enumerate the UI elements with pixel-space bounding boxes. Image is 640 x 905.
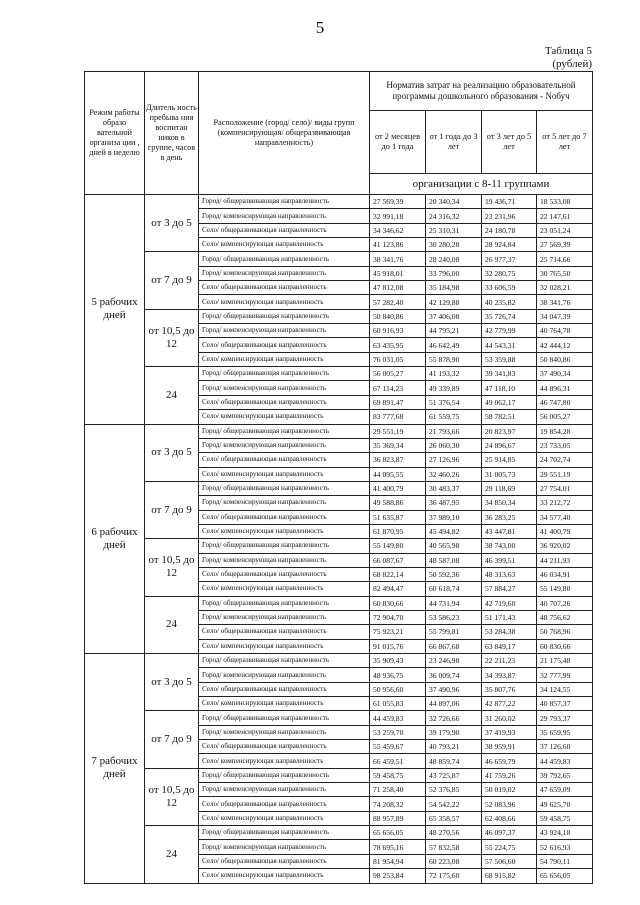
value-cell: 37 406,08 [426,309,482,323]
value-cell: 46 097,37 [482,826,537,840]
cost-norms-table [84,71,593,884]
value-cell: 88 957,89 [370,811,426,825]
value-cell: 71 258,40 [370,783,426,797]
value-cell: 27 126,96 [426,453,482,467]
value-cell: 50 956,60 [370,682,426,696]
value-cell: 48 270,56 [426,826,482,840]
value-cell: 50 768,96 [537,625,593,639]
location-cell: Город/ компенсирующая направленность [199,783,370,797]
location-cell: Село/ общеразвивающая направленность [199,395,370,409]
value-cell: 46 747,80 [537,395,593,409]
value-cell: 44 896,31 [537,381,593,395]
value-cell: 57 832,58 [426,840,482,854]
value-cell: 48 859,74 [426,754,482,768]
value-cell: 57 282,40 [370,295,426,309]
value-cell: 27 569,39 [370,195,426,209]
header-mode: Режим работы образо вательной организа ции , дней в неделю [85,72,145,195]
table-body [85,195,593,884]
value-cell: 29 551,19 [537,467,593,481]
value-cell: 49 625,70 [537,797,593,811]
value-cell: 40 793,21 [426,740,482,754]
value-cell: 32 991,18 [370,209,426,223]
value-cell: 61 055,83 [370,697,426,711]
value-cell: 55 878,90 [426,352,482,366]
value-cell: 36 823,87 [370,453,426,467]
value-cell: 25 310,31 [426,223,482,237]
value-cell: 66 867,68 [426,639,482,653]
table-row [85,539,593,553]
value-cell: 33 212,72 [537,496,593,510]
value-cell: 50 592,36 [426,567,482,581]
value-cell: 32 726,66 [426,711,482,725]
value-cell: 35 659,95 [537,725,593,739]
value-cell: 41 123,86 [370,238,426,252]
value-cell: 51 376,54 [426,395,482,409]
value-cell: 38 341,76 [370,252,426,266]
value-cell: 61 870,95 [370,524,426,538]
location-cell: Город/ общеразвивающая направленность [199,309,370,323]
value-cell: 59 458,75 [537,811,593,825]
location-cell: Село/ общеразвивающая направленность [199,223,370,237]
location-cell: Город/ общеразвивающая направленность [199,367,370,381]
value-cell: 52 376,85 [426,783,482,797]
duration-cell: от 10,5 до 12 [145,539,199,596]
value-cell: 34 393,87 [482,668,537,682]
table-caption [545,45,592,71]
table-row [85,309,593,323]
value-cell: 23 231,96 [482,209,537,223]
location-cell: Город/ компенсирующая направленность [199,324,370,338]
location-cell: Село/ общеразвивающая направленность [199,453,370,467]
value-cell: 34 577,40 [537,510,593,524]
location-cell: Село/ компенсирующая направленность [199,869,370,883]
value-cell: 58 782,51 [482,410,537,424]
value-cell: 21 793,66 [426,424,482,438]
value-cell: 69 891,47 [370,395,426,409]
value-cell: 44 543,31 [482,338,537,352]
location-cell: Город/ общеразвивающая направленность [199,195,370,209]
duration-cell: от 3 до 5 [145,424,199,481]
location-cell: Село/ компенсирующая направленность [199,410,370,424]
value-cell: 37 490,96 [426,682,482,696]
table-row [85,252,593,266]
value-cell: 32 777,99 [537,668,593,682]
value-cell: 65 656,05 [537,869,593,883]
value-cell: 28 924,84 [482,238,537,252]
value-cell: 34 346,62 [370,223,426,237]
table-row [85,596,593,610]
value-cell: 59 458,75 [370,768,426,782]
value-cell: 38 959,91 [482,740,537,754]
table-row [85,424,593,438]
value-cell: 27 569,39 [537,238,593,252]
value-cell: 35 807,76 [482,682,537,696]
duration-cell: от 7 до 9 [145,252,199,309]
table-row [85,654,593,668]
table-row [85,195,593,209]
value-cell: 23 246,98 [426,654,482,668]
value-cell: 30 765,50 [537,266,593,280]
value-cell: 35 369,34 [370,438,426,452]
value-cell: 44 459,83 [370,711,426,725]
header-org-label: организации с 8-11 группами [370,174,593,195]
value-cell: 42 444,12 [537,338,593,352]
header-location: Расположение (город/ село)/ виды групп (компенсирующая/ общеразвивающая направленность) [199,72,370,195]
value-cell: 82 494,47 [370,582,426,596]
value-cell: 66 087,67 [370,553,426,567]
header-age-col: от 5 лет до 7 лет [537,111,593,174]
value-cell: 26 977,37 [482,252,537,266]
value-cell: 25 714,66 [537,252,593,266]
header-age-col: от 1 года до 3 лет [426,111,482,174]
mode-cell: 5 рабочих дней [85,195,145,425]
value-cell: 36 283,25 [482,510,537,524]
value-cell: 56 005,27 [537,410,593,424]
value-cell: 40 857,37 [537,697,593,711]
location-cell: Город/ общеразвивающая направленность [199,481,370,495]
value-cell: 18 533,08 [537,195,593,209]
value-cell: 44 095,55 [370,467,426,481]
value-cell: 24 702,74 [537,453,593,467]
location-cell: Город/ компенсирующая направленность [199,668,370,682]
page-number: 5 [315,18,325,37]
location-cell: Город/ общеразвивающая направленность [199,539,370,553]
value-cell: 39 792,65 [537,768,593,782]
value-cell: 34 850,34 [482,496,537,510]
location-cell: Село/ компенсирующая направленность [199,524,370,538]
value-cell: 39 341,83 [482,367,537,381]
value-cell: 52 083,96 [482,797,537,811]
location-cell: Город/ компенсирующая направленность [199,496,370,510]
value-cell: 53 284,38 [482,625,537,639]
duration-cell: от 7 до 9 [145,481,199,538]
value-cell: 44 795,21 [426,324,482,338]
duration-cell: 24 [145,596,199,653]
value-cell: 51 171,43 [482,610,537,624]
location-cell: Село/ общеразвивающая направленность [199,281,370,295]
value-cell: 24 896,67 [482,438,537,452]
value-cell: 42 779,99 [482,324,537,338]
value-cell: 39 179,90 [426,725,482,739]
value-cell: 38 341,76 [537,295,593,309]
duration-cell: от 3 до 5 [145,654,199,711]
location-cell: Село/ компенсирующая направленность [199,295,370,309]
value-cell: 26 060,30 [426,438,482,452]
value-cell: 48 756,62 [537,610,593,624]
value-cell: 23 733,05 [537,438,593,452]
value-cell: 65 656,05 [370,826,426,840]
value-cell: 35 909,43 [370,654,426,668]
location-cell: Село/ компенсирующая направленность [199,238,370,252]
duration-cell: от 10,5 до 12 [145,768,199,825]
value-cell: 20 340,34 [426,195,482,209]
value-cell: 49 588,86 [370,496,426,510]
value-cell: 45 918,01 [370,266,426,280]
value-cell: 32 460,26 [426,467,482,481]
value-cell: 41 759,26 [482,768,537,782]
value-cell: 36 920,02 [537,539,593,553]
value-cell: 50 840,86 [537,352,593,366]
location-cell: Село/ компенсирующая направленность [199,639,370,653]
location-cell: Село/ компенсирующая направленность [199,811,370,825]
value-cell: 57 506,60 [482,854,537,868]
value-cell: 20 823,97 [482,424,537,438]
value-cell: 44 897,06 [426,697,482,711]
value-cell: 31 005,73 [482,467,537,481]
value-cell: 61 559,75 [426,410,482,424]
value-cell: 55 459,67 [370,740,426,754]
value-cell: 41 400,79 [537,524,593,538]
location-cell: Село/ компенсирующая направленность [199,754,370,768]
location-cell: Село/ общеразвивающая направленность [199,567,370,581]
location-cell: Город/ общеразвивающая направленность [199,711,370,725]
table-row [85,826,593,840]
value-cell: 34 047,39 [537,309,593,323]
value-cell: 45 494,82 [426,524,482,538]
value-cell: 48 936,75 [370,668,426,682]
value-cell: 78 695,16 [370,840,426,854]
value-cell: 60 223,08 [426,854,482,868]
value-cell: 24 316,32 [426,209,482,223]
value-cell: 30 483,37 [426,481,482,495]
value-cell: 68 915,82 [482,869,537,883]
value-cell: 55 224,75 [482,840,537,854]
value-cell: 28 240,08 [426,252,482,266]
value-cell: 33 796,00 [426,266,482,280]
value-cell: 56 005,27 [370,367,426,381]
value-cell: 63 849,17 [482,639,537,653]
value-cell: 65 358,57 [426,811,482,825]
value-cell: 42 129,88 [426,295,482,309]
value-cell: 55 149,80 [370,539,426,553]
value-cell: 40 235,82 [482,295,537,309]
value-cell: 54 542,22 [426,797,482,811]
location-cell: Город/ компенсирующая направленность [199,438,370,452]
location-cell: Село/ компенсирующая направленность [199,582,370,596]
location-cell: Село/ общеразвивающая направленность [199,682,370,696]
duration-cell: 24 [145,826,199,883]
value-cell: 21 175,48 [537,654,593,668]
location-cell: Село/ компенсирующая направленность [199,352,370,366]
location-cell: Город/ компенсирующая направленность [199,381,370,395]
location-cell: Город/ общеразвивающая направленность [199,826,370,840]
table-row [85,711,593,725]
value-cell: 19 436,71 [482,195,537,209]
table-label: Таблица 5 [544,45,592,57]
value-cell: 41 193,32 [426,367,482,381]
table-row [85,768,593,782]
duration-cell: от 10,5 до 12 [145,309,199,366]
location-cell: Город/ компенсирующая направленность [199,610,370,624]
value-cell: 47 659,09 [537,783,593,797]
value-cell: 60 830,66 [537,639,593,653]
location-cell: Село/ компенсирующая направленность [199,697,370,711]
value-cell: 27 754,01 [537,481,593,495]
location-cell: Село/ общеразвивающая направленность [199,625,370,639]
value-cell: 68 822,14 [370,567,426,581]
location-cell: Село/ общеразвивающая направленность [199,338,370,352]
location-cell: Село/ общеразвивающая направленность [199,797,370,811]
location-cell: Село/ общеразвивающая направленность [199,854,370,868]
duration-cell: от 3 до 5 [145,195,199,252]
value-cell: 63 435,95 [370,338,426,352]
value-cell: 44 459,83 [537,754,593,768]
value-cell: 43 447,81 [482,524,537,538]
value-cell: 60 916,93 [370,324,426,338]
value-cell: 81 954,94 [370,854,426,868]
value-cell: 67 114,23 [370,381,426,395]
unit-label: (рублей) [552,58,592,70]
value-cell: 55 149,80 [537,582,593,596]
mode-cell: 6 рабочих дней [85,424,145,654]
duration-cell: от 7 до 9 [145,711,199,768]
value-cell: 41 400,79 [370,481,426,495]
value-cell: 33 606,59 [482,281,537,295]
value-cell: 40 565,98 [426,539,482,553]
value-cell: 25 914,85 [482,453,537,467]
value-cell: 74 208,32 [370,797,426,811]
location-cell: Город/ компенсирующая направленность [199,553,370,567]
value-cell: 46 399,51 [482,553,537,567]
value-cell: 60 618,74 [426,582,482,596]
location-cell: Город/ компенсирующая направленность [199,840,370,854]
value-cell: 60 830,66 [370,596,426,610]
value-cell: 36 487,95 [426,496,482,510]
value-cell: 35 726,74 [482,309,537,323]
value-cell: 37 490,34 [537,367,593,381]
value-cell: 47 812,08 [370,281,426,295]
location-cell: Город/ общеразвивающая направленность [199,252,370,266]
duration-cell: 24 [145,367,199,424]
value-cell: 53 259,70 [370,725,426,739]
value-cell: 42 719,60 [482,596,537,610]
value-cell: 51 635,87 [370,510,426,524]
value-cell: 35 184,98 [426,281,482,295]
value-cell: 52 616,93 [537,840,593,854]
mode-cell: 7 рабочих дней [85,654,145,884]
value-cell: 48 313,63 [482,567,537,581]
value-cell: 22 211,23 [482,654,537,668]
value-cell: 50 019,02 [482,783,537,797]
value-cell: 54 790,11 [537,854,593,868]
value-cell: 36 009,74 [426,668,482,682]
value-cell: 66 459,51 [370,754,426,768]
value-cell: 44 731,94 [426,596,482,610]
location-cell: Город/ общеразвивающая направленность [199,654,370,668]
value-cell: 29 118,69 [482,481,537,495]
value-cell: 44 211,93 [537,553,593,567]
value-cell: 62 408,66 [482,811,537,825]
value-cell: 19 854,28 [537,424,593,438]
value-cell: 49 062,17 [482,395,537,409]
value-cell: 46 642,49 [426,338,482,352]
value-cell: 55 799,81 [426,625,482,639]
value-cell: 29 551,19 [370,424,426,438]
value-cell: 22 147,61 [537,209,593,223]
value-cell: 46 034,91 [537,567,593,581]
value-cell: 32 028,21 [537,281,593,295]
location-cell: Город/ общеразвивающая направленность [199,596,370,610]
value-cell: 38 743,00 [482,539,537,553]
location-cell: Город/ общеразвивающая направленность [199,424,370,438]
value-cell: 76 031,05 [370,352,426,366]
location-cell: Село/ компенсирующая направленность [199,467,370,481]
location-cell: Город/ общеразвивающая направленность [199,768,370,782]
header-duration: Длитель ность пребыва ния воспитан ников в группе, часов в день [145,72,199,195]
value-cell: 23 051,24 [537,223,593,237]
value-cell: 24 180,78 [482,223,537,237]
value-cell: 34 124,55 [537,682,593,696]
value-cell: 37 989,10 [426,510,482,524]
header-age-col: от 2 месяцев до 1 года [370,111,426,174]
value-cell: 30 280,28 [426,238,482,252]
value-cell: 72 175,60 [426,869,482,883]
location-cell: Село/ общеразвивающая направленность [199,510,370,524]
table-row [85,481,593,495]
location-cell: Город/ компенсирующая направленность [199,266,370,280]
value-cell: 37 419,93 [482,725,537,739]
value-cell: 53 359,88 [482,352,537,366]
location-cell: Город/ компенсирующая направленность [199,725,370,739]
value-cell: 83 777,68 [370,410,426,424]
value-cell: 48 587,08 [426,553,482,567]
value-cell: 50 840,86 [370,309,426,323]
value-cell: 46 659,79 [482,754,537,768]
value-cell: 91 015,76 [370,639,426,653]
location-cell: Село/ общеразвивающая направленность [199,740,370,754]
value-cell: 98 253,84 [370,869,426,883]
table-row [85,367,593,381]
value-cell: 43 725,87 [426,768,482,782]
value-cell: 47 118,10 [482,381,537,395]
value-cell: 75 923,21 [370,625,426,639]
value-cell: 43 924,18 [537,826,593,840]
value-cell: 42 877,22 [482,697,537,711]
header-age-col: от 3 лет до 5 лет [482,111,537,174]
header-norm: Норматив затрат на реализацию образовательной программы дошкольного образования - Nобуч [370,72,593,111]
value-cell: 49 339,89 [426,381,482,395]
value-cell: 40 707,26 [537,596,593,610]
value-cell: 40 764,78 [537,324,593,338]
value-cell: 72 904,70 [370,610,426,624]
value-cell: 57 884,27 [482,582,537,596]
location-cell: Город/ компенсирующая направленность [199,209,370,223]
value-cell: 37 126,60 [537,740,593,754]
value-cell: 31 260,02 [482,711,537,725]
value-cell: 32 280,75 [482,266,537,280]
value-cell: 29 793,37 [537,711,593,725]
value-cell: 53 586,23 [426,610,482,624]
